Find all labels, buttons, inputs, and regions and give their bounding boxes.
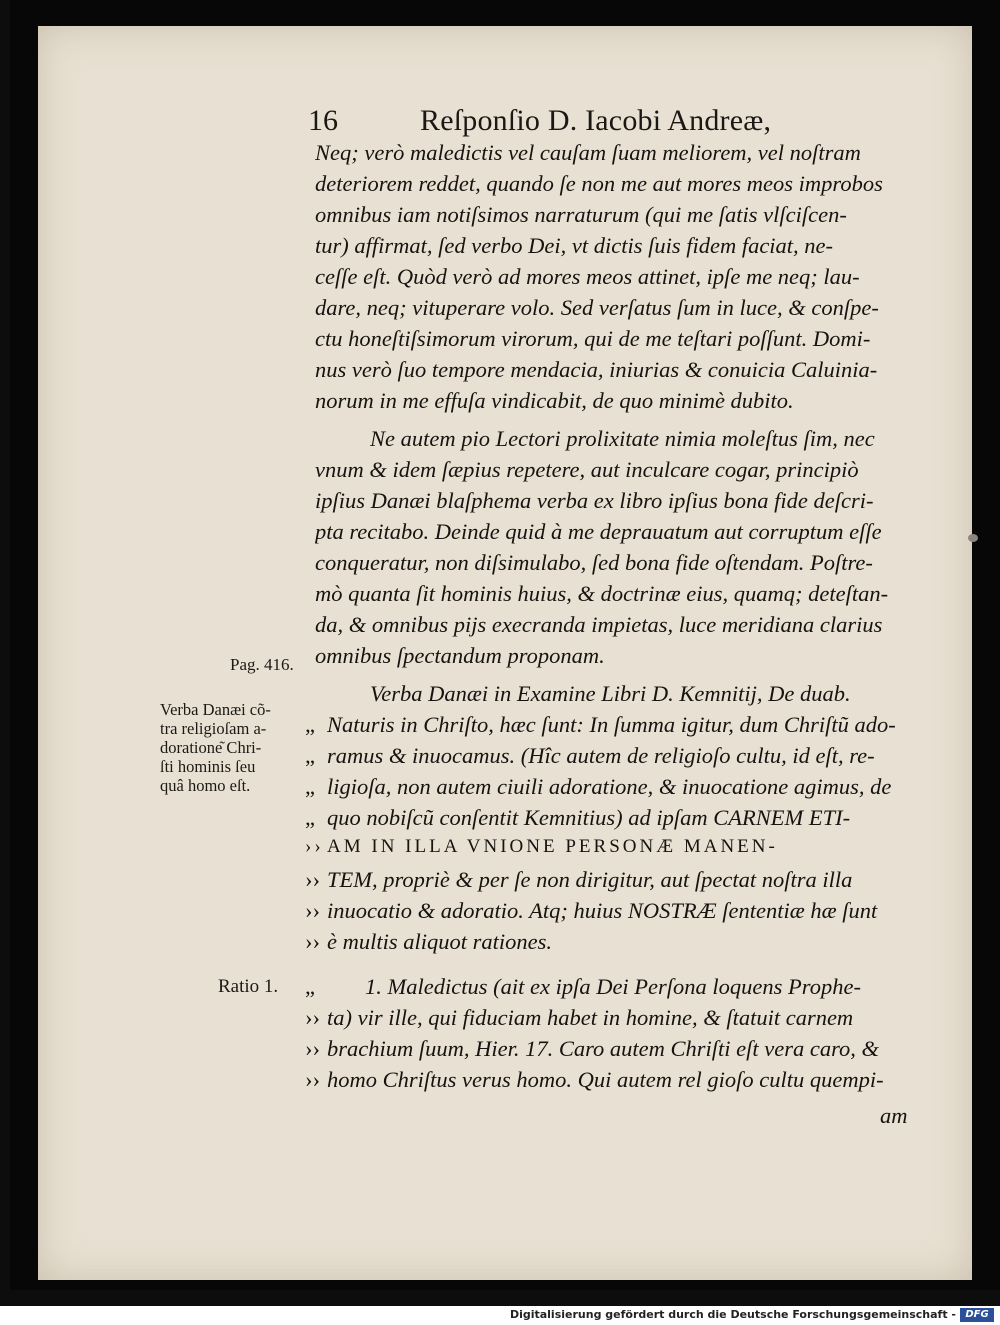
quotation-heading: Verba Danæi in Examine Libri D. Kemnitij, De duab. [370, 681, 851, 706]
running-title: Reſponſio D. Iacobi Andreæ, [420, 104, 772, 137]
quoted-line: „ quo nobiſcũ conſentit Kemnitius) ad ipſam CARNEM ETI- [305, 805, 851, 830]
catchword: am [880, 1103, 908, 1128]
quoted-line: ›› TEM, propriè & per ſe non dirigitur, aut ſpectat noſtra illa [305, 867, 853, 892]
text-line: ipſius Danæi blaſphema verba ex libro ipſius bona fide deſcri- [315, 488, 874, 513]
text-line: norum in me effuſa vindicabit, de quo minimè dubito. [315, 388, 794, 413]
text-line: Neq; verò maledictis vel cauſam ſuam meliorem, vel noſtram [315, 140, 861, 165]
funding-notice: Digitalisierung gefördert durch die Deutsche Forschungsgemeinschaft - [509, 1308, 956, 1321]
text-line: da, & omnibus pijs execranda impietas, luce meridiana clarius [315, 612, 883, 637]
digitization-footer [0, 1306, 1000, 1325]
page-number: 16 [308, 104, 338, 137]
margin-page-reference: Pag. 416. [230, 655, 294, 674]
quoted-line: „ ramus & inuocamus. (Hîc autem de religioſo cultu, id eſt, re- [305, 743, 875, 768]
page-header [0, 104, 1000, 144]
text-line: mò quanta ſit hominis huius, & doctrinæ eius, quamq; deteſtan- [315, 581, 889, 606]
text-line: vnum & idem ſæpius repetere, aut inculcare cogar, principiò [315, 457, 859, 482]
quoted-line: ›› ta) vir ille, qui fiduciam habet in homine, & ſtatuit carnem [305, 1005, 854, 1030]
text-line: Ne autem pio Lectori prolixitate nimia moleſtus ſim, nec [370, 426, 875, 451]
quoted-line: „ ligioſa, non autem ciuili adoratione, & inuocatione agimus, de [305, 774, 892, 799]
text-line: conqueratur, non diſsimulabo, ſed bona fide oſtendam. Poſtre- [315, 550, 873, 575]
text-line: tur) affirmat, ſed verbo Dei, vt dictis ſuis fidem faciat, ne- [315, 233, 834, 258]
margin-note-line: doratione͂ Chri- [160, 738, 262, 757]
quoted-line: ›› inuocatio & adoratio. Atq; huius NOSTRÆ ſententiæ hæ ſunt [305, 898, 878, 923]
margin-note-line: Verba Danæi cõ- [160, 700, 271, 719]
quoted-line: ›› homo Chriſtus verus homo. Qui autem rel gioſo cultu quempi- [305, 1067, 884, 1092]
text-line: pta recitabo. Deinde quid à me deprauatum aut corruptum eſſe [315, 519, 882, 544]
text-line: omnibus iam notiſsimos narraturum (qui me ſatis vlſciſcen- [315, 202, 847, 227]
quoted-line: ›› AM IN ILLA VNIONE PERSONÆ MANEN- [305, 836, 778, 857]
margin-note [160, 700, 310, 795]
margin-note-line: ſti hominis ſeu [160, 757, 256, 776]
quoted-line: ›› è multis aliquot rationes. [305, 929, 552, 954]
text-line: ceſſe eſt. Quòd verò ad mores meos attinet, ipſe me neq; lau- [315, 264, 860, 289]
text-line: ctu honeſtiſsimorum virorum, qui de me teſtari poſſunt. Domi- [315, 326, 871, 351]
quoted-line: „ Naturis in Chriſto, hæc ſunt: In ſumma igitur, dum Chriſtũ ado- [305, 712, 896, 737]
paper-blemish [968, 534, 978, 542]
margin-note-line: tra religioſam a- [160, 719, 267, 738]
text-line: deteriorem reddet, quando ſe non me aut mores meos improbos [315, 171, 883, 196]
dfg-logo: DFG [960, 1308, 994, 1322]
text-line: omnibus ſpectandum proponam. [315, 643, 605, 668]
text-line: dare, neq; vituperare volo. Sed verſatus ſum in luce, & conſpe- [315, 295, 879, 320]
margin-note-line: quâ homo eſt. [160, 776, 251, 795]
margin-ratio-label: Ratio 1. [218, 976, 279, 997]
quoted-line: „ 1. Maledictus (ait ex ipſa Dei Perſona loquens Prophe- [305, 974, 861, 999]
text-line: nus verò ſuo tempore mendacia, iniurias & conuicia Caluinia- [315, 357, 878, 382]
quoted-line: ›› brachium ſuum, Hier. 17. Caro autem Chriſti eſt vera caro, & [305, 1036, 880, 1061]
